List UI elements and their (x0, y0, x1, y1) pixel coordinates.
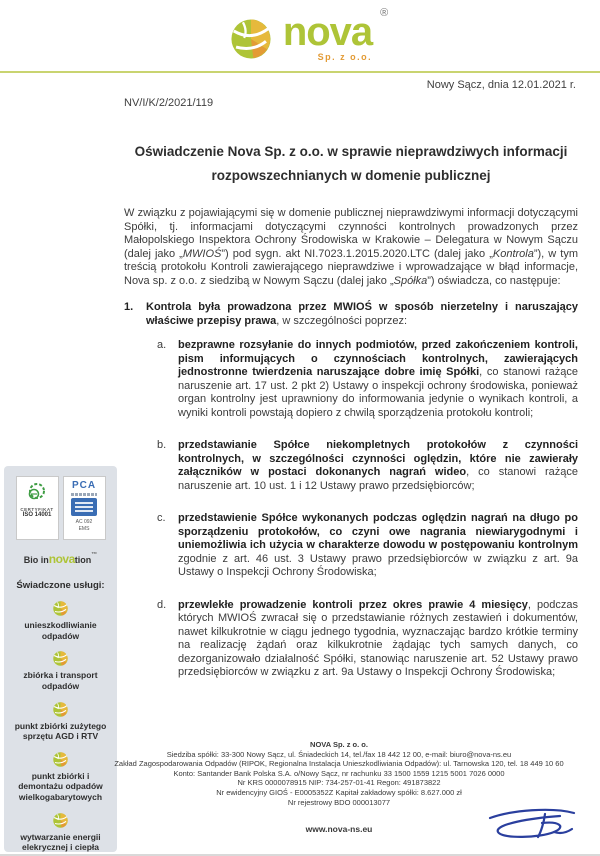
numbered-item-1 (124, 301, 578, 328)
item-letter: b. (157, 439, 167, 451)
lettered-item-a (157, 339, 578, 420)
footer-line: Konto: Santander Bank Polska S.A. o/Nowy Sącz, nr rachunku 33 1500 1559 1215 5001 7026 0000 (173, 768, 505, 778)
service-label: unieszkodliwianie odpadów (24, 620, 97, 641)
recycle-icon (52, 600, 69, 617)
intro-text: ”) pod sygn. akt NI.7023.1.2015.2020.LTC (dalej jako „ (221, 247, 493, 260)
item-text (178, 339, 578, 420)
sidebar (4, 466, 117, 852)
service-label: punkt zbiórki zużytego sprzętu AGD i RTV (14, 720, 107, 742)
services-title: Świadczone usługi: (16, 580, 105, 591)
footer-line: Nr rejestrowy BDO 000013077 (287, 797, 391, 807)
lettered-item-b (157, 439, 578, 493)
item-rest: , podczas których MWIOŚ zwracał się o przedstawianie różnych zestawień i dokumentów, nawet kilkukrotnie w ciągu jednego tygodnia, wyznaczając bardzo krótkie terminy na realizację żądań oraz kilkukrotnie żądając tych samych danych, co dezorganizowało działalność Spółki, stanowiąc naruszenie art. 52 Ustawy prawo przedsiębiorców w związku z art. 9a Ustawy o Inspekcji Ochrony Środowiska; (178, 598, 578, 678)
iso-number: ISO 14001 (22, 512, 52, 518)
item-bold: przewlekłe prowadzenie kontroli przez okres prawie 4 miesięcy (178, 598, 528, 611)
intro-text: ”) oświadcza, co następuje: (427, 274, 561, 287)
service-item (9, 600, 113, 641)
item-letter: d. (157, 598, 167, 611)
bio-nova: nova (48, 552, 75, 566)
pca-accreditation-badge (63, 476, 106, 540)
pca-decorative-bars (71, 493, 97, 496)
item-text (178, 599, 578, 680)
intro-paragraph (124, 207, 578, 288)
footer (104, 740, 574, 807)
item-rest: zgodnie z art. 46 ust. 3 Ustawy prawo przedsiębiorców w związku z art. 9a Ustawy o Inspekcji Ochrony Środowiska; (178, 552, 578, 578)
reference-number: NV/I/K/2/2021/119 (124, 97, 214, 109)
recycle-icon (52, 751, 69, 768)
item-lead-rest: , w szczególności poprzez: (276, 314, 408, 327)
service-item (9, 701, 113, 742)
website-url: www.nova-ns.eu (305, 824, 373, 834)
lettered-sublist (157, 339, 578, 680)
logo-subtitle: Sp. z o.o. (317, 52, 373, 62)
service-item (9, 812, 113, 853)
nova-emblem-icon (228, 16, 274, 62)
certification-badges (16, 476, 106, 540)
bio-innovation-logo (24, 552, 98, 566)
logo-name: nova (282, 10, 373, 54)
defined-term-kontrola: Kontrola (492, 247, 534, 260)
item-number: 1. (124, 301, 134, 313)
service-label: punkt zbiórki i demontażu odpadów wielkogabarytowych (18, 770, 103, 802)
bio-pre: Bio in (23, 555, 49, 565)
cert-gear-icon (25, 480, 49, 504)
item-bold: przedstawianie Spółce niekompletnych protokołów z czynności kontrolnych, w szczególności czynności oględzin, które nie zawierały załączników w postaci dokonanych nagrań wideo (178, 439, 578, 478)
item-letter: c. (157, 512, 166, 524)
logo-text (282, 7, 389, 62)
trademark-mark: ™ (91, 552, 98, 558)
pca-number (76, 519, 93, 532)
item-text (178, 512, 578, 580)
item-bold: przedstawienie Spółce wykonanych podczas oględzin nagrań na długo po sporządzeniu protokołów, co czyni owe nagrania niewiarygodnymi i uniemożliwia ich użycia w charakterze dowodu w postępowaniu kontrolnym (178, 512, 578, 551)
footer-line: Nr ewidencyjny GIOŚ - E0005352Z Kapitał zakładowy spółki: 8.627.000 zł (216, 787, 462, 797)
document-title: Oświadczenie Nova Sp. z o.o. w sprawie nieprawdziwych informacji rozpowszechnianych w domenie publicznej (134, 144, 568, 183)
pca-ems: EMS (78, 525, 90, 532)
registered-mark: ® (380, 7, 389, 19)
pca-ac: AC 092 (75, 519, 93, 525)
bio-post: tion (74, 555, 92, 565)
footer-line: Nr KRS 0000078915 NIP: 734-257-01-41 Regon: 491873822 (237, 778, 441, 788)
service-item (9, 650, 113, 691)
company-logo (0, 7, 600, 62)
item-text (146, 301, 578, 328)
header-divider (0, 71, 600, 73)
iso-caption: CERTYFIKAT (20, 507, 54, 512)
recycle-icon (52, 701, 69, 718)
date-line: Nowy Sącz, dnia 12.01.2021 r. (426, 79, 576, 91)
item-text (178, 439, 578, 493)
pca-emblem-icon (71, 498, 97, 516)
item-letter: a. (157, 339, 167, 351)
document-body (124, 140, 578, 699)
item-lead-bold: Kontrola była prowadzona przez MWIOŚ w sposób nierzetelny i naruszający właściwe przepisy prawa (146, 301, 578, 327)
item-rest: , co stanowi rażące naruszenie art. 17 ust. 2 pkt 2) Ustawy o inspekcji ochrony środowiska, ponieważ organ kontrolny jest uprawniony do informowania jedynie o wynikach kontroli, a wyniki kontroli powstają dopiero z chwilą sporządzenia protokołu kontroli; (178, 366, 578, 419)
item-rest: , co stanowi rażące naruszenie art. 10 ust. 1 i 12 Ustawy prawo przedsiębiorców; (178, 466, 578, 492)
iso-certificate-badge (16, 476, 59, 540)
pca-title: PCA (71, 480, 97, 491)
service-label: zbiórka i transport odpadów (23, 670, 98, 691)
recycle-icon (52, 650, 69, 667)
footer-company-name: NOVA Sp. z o. o. (310, 740, 368, 749)
footer-line: Siedziba spółki: 33-300 Nowy Sącz, ul. Śniadeckich 14, tel./fax 18 442 12 00, e-mail: biuro@nova-ns.eu (166, 749, 512, 759)
lettered-item-c (157, 512, 578, 580)
item-bold: bezprawne rozsyłanie do innych podmiotów, przed zakończeniem kontroli, pism informujących o czynnościach kontrolnych, zawierających jednostronne twierdzenia naruszające dobre imię Spółki (178, 339, 578, 378)
intro-text: ”), w tym treścią protokołu Kontroli zawierającego nieprawdziwe i wprowadzające w błąd informacje, Nova sp. z o.o. z siedzibą w Nowym Sączu (dalej jako „ (124, 247, 579, 287)
footer-line: Zakład Zagospodarowania Odpadów (RIPOK, Regionalna Instalacja Unieszkodliwiania Odpadów): ul. Tarnowska 120, tel. 18 449 10 60 (114, 759, 564, 769)
defined-term-spolka: Spółka (393, 274, 428, 287)
lettered-item-d (157, 599, 578, 680)
defined-term-mwios: MWIOŚ (182, 247, 222, 260)
service-label: wytwarzanie energii elekrycznej i ciepła (20, 831, 101, 853)
handwritten-signature (482, 806, 582, 848)
recycle-icon (52, 812, 69, 829)
intro-text: W związku z pojawiającymi się w domenie publicznej nieprawdziwymi informacji dotyczącymi Spółki, tj. informacjami dotyczącymi czynności kontrolnych prowadzonych przez Małopolskiego Inspektora Ochrony Środowiska w Krakowie – Delegatura w Nowym Sączu (dalej jako „ (124, 207, 578, 260)
service-item (9, 751, 113, 803)
